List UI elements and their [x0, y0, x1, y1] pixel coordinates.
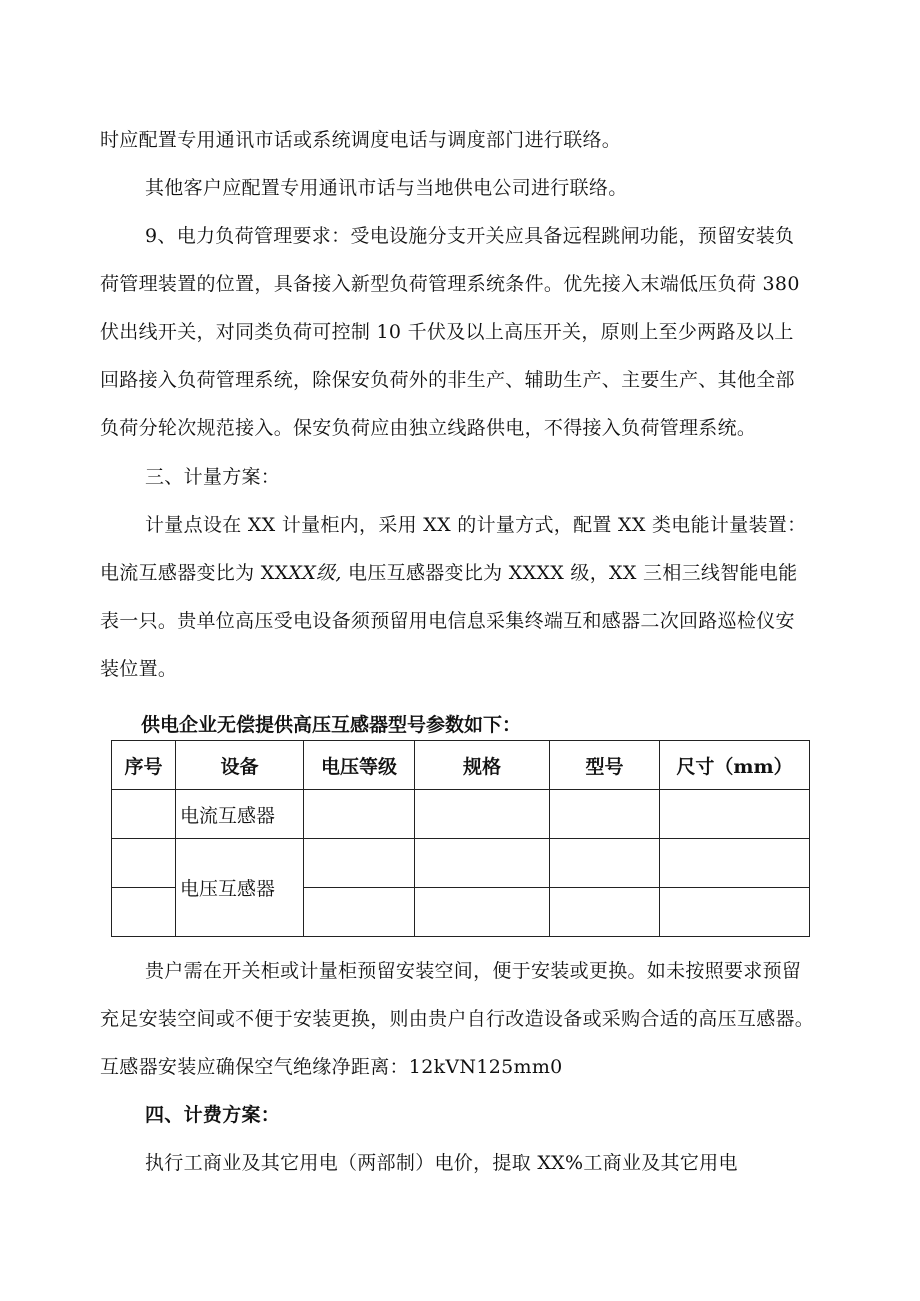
table-cell — [415, 839, 550, 888]
header-cell: 规格 — [415, 741, 550, 790]
paragraph-line: 执行工商业及其它用电（两部制）电价，提取 XX%工商业及其它用电 — [145, 1152, 738, 1174]
section-heading: 四、计费方案： — [145, 1104, 281, 1126]
table-cell — [550, 888, 660, 937]
paragraph-line: 其他客户应配置专用通讯市话与当地供电公司进行联络。 — [145, 177, 628, 199]
header-cell: 型号 — [550, 741, 660, 790]
table-cell — [304, 839, 415, 888]
header-cell: 设备 — [176, 741, 304, 790]
text-span: 电压互感器变比为 XXXX 级，XX 三相三线智能电能 — [341, 562, 798, 584]
table-row — [112, 839, 810, 888]
table-caption: 供电企业无偿提供高压互感器型号参数如下： — [141, 714, 522, 736]
transformer-params-table — [111, 740, 810, 937]
paragraph-line — [100, 561, 797, 585]
paragraph-line: 装位置。 — [100, 658, 178, 680]
table-cell — [660, 790, 810, 839]
header-cell: 尺寸（mm） — [660, 741, 810, 790]
paragraph-line: 荷管理装置的位置，具备接入新型负荷管理系统条件。优先接入末端低压负荷 380 — [100, 273, 800, 295]
paragraph-line: 9、电力负荷管理要求：受电设施分支开关应具备远程跳闸功能，预留安装负 — [145, 225, 795, 247]
table-cell — [660, 839, 810, 888]
text-span: 电流互感器变比为 XX — [100, 562, 289, 584]
paragraph-line: 计量点设在 XX 计量柜内，采用 XX 的计量方式，配置 XX 类电能计量装置： — [145, 514, 807, 536]
table-cell — [550, 839, 660, 888]
device-cell: 电流互感器 — [176, 790, 304, 839]
paragraph-line: 回路接入负荷管理系统，除保安负荷外的非生产、辅助生产、主要生产、其他全部 — [100, 369, 795, 391]
table-cell — [112, 790, 176, 839]
table-cell — [660, 888, 810, 937]
table-cell — [304, 888, 415, 937]
table-cell — [112, 839, 176, 888]
table-header-row — [112, 741, 810, 790]
paragraph-line: 互感器安装应确保空气绝缘净距离：12kVN125mm0 — [100, 1056, 563, 1078]
table-cell — [112, 888, 176, 937]
paragraph-line: 伏出线开关，对同类负荷可控制 10 千伏及以上高压开关，原则上至少两路及以上 — [100, 321, 794, 343]
table-cell — [415, 790, 550, 839]
table-cell — [415, 888, 550, 937]
table-cell — [550, 790, 660, 839]
device-cell: 电压互感器 — [176, 839, 304, 937]
paragraph-line: 贵户需在开关柜或计量柜预留安装空间，便于安装或更换。如未按照要求预留 — [145, 960, 802, 982]
table-row — [112, 790, 810, 839]
paragraph-line: 时应配置专用通讯市话或系统调度电话与调度部门进行联络。 — [100, 129, 622, 151]
section-heading: 三、计量方案： — [145, 466, 281, 488]
table-cell — [304, 790, 415, 839]
paragraph-line: 负荷分轮次规范接入。保安负荷应由独立线路供电，不得接入负荷管理系统。 — [100, 417, 757, 439]
header-cell: 序号 — [112, 741, 176, 790]
italic-text-span: XX级, — [288, 562, 342, 584]
header-cell: 电压等级 — [304, 741, 415, 790]
paragraph-line: 充足安装空间或不便于安装更换，则由贵户自行改造设备或采购合适的高压互感器。 — [100, 1008, 815, 1030]
paragraph-line: 表一只。贵单位高压受电设备须预留用电信息采集终端互和感器二次回路巡检仪安 — [100, 610, 795, 632]
